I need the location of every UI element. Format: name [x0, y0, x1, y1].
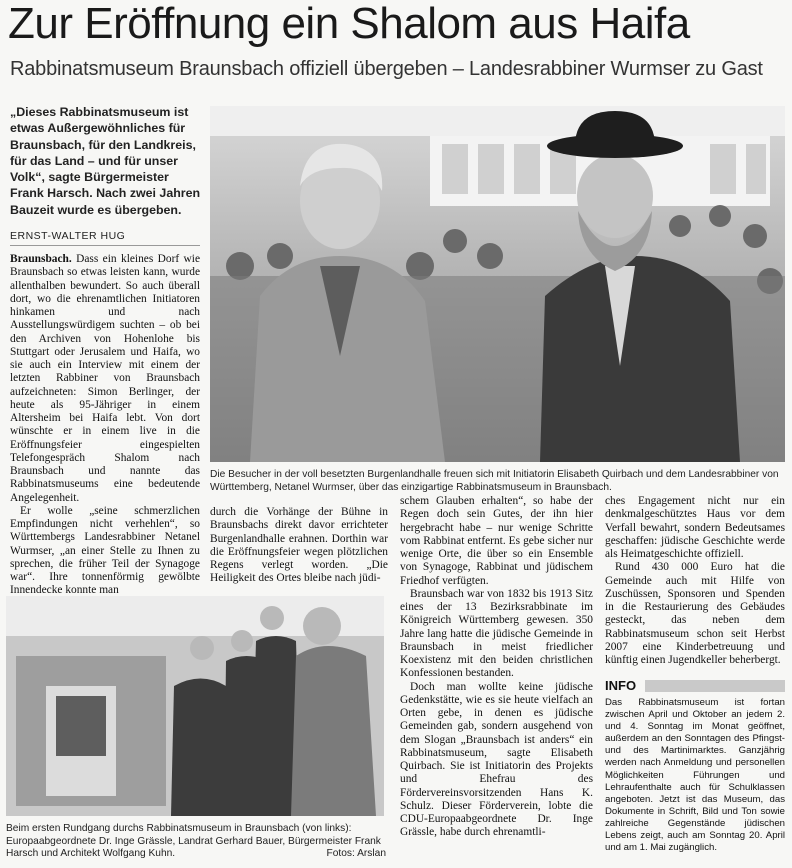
article-column-2 — [210, 506, 388, 586]
dateline: Braunsbach. — [10, 253, 72, 265]
second-photo-image — [6, 596, 384, 816]
paragraph-1: Dass ein kleines Dorf wie Braunsbach so etwas leisten kann, wurde allenthalben bewundert. So auch überall dort, wo die ehrenamtlichen Initiatoren hinkamen und nach Ausstellungswürdigem suchten – ob bei den Archiven von Hohenlohe bis Stuttgart oder Jerusalem und Haifa, wo sie auch ein Interview mit einem der letzten Rabbiner von Braunsbach aufzeichneten: Simon Berlinger, der heute als 95-Jähriger in einem Altersheim bei Haifa lebt. Von dort wünschte er in einem live in die Eröffnungsfeier eingespielten Telefongespräch Shalom nach Braunsbach und nannte das Rabbinatsmuseums eine bedeutende Angelegenheit. — [10, 253, 200, 504]
column-3-paragraph-2: Braunsbach war von 1832 bis 1913 Sitz eines der 13 Bezirksrabbinate im Königreich Württemberg gewesen. 350 Jahre lang hatte die jüdische Gemeinde in Braunsbach in meist friedlicher Koexistenz mit den beiden christlichen Konfessionen bestanden. — [400, 587, 593, 680]
byline-divider — [10, 245, 200, 246]
info-text: Das Rabbinatsmuseum ist fortan zwischen April und Oktober an jedem 2. und 4. Sonntag im Monat geöffnet, außerdem an den Sonntagen des Pfingst- und des Martinimarktes. Ganzjährig werden nach Anmeldung und personellen Möglichkeiten Führungen und Lehraufenthalte auch für Schulklassen angeboten. Jetzt ist das Museum, das Dokumente in Schrift, Bild und Ton sowie zahlreiche Gegenstände jüdischen Lebens zeigt, auch am Sonntag 20. April und am 1. Mai zugänglich. — [605, 697, 785, 854]
article-column-3 — [400, 495, 593, 840]
teaser: „Dieses Rabbinatsmuseum ist etwas Außergewöhnliches für Braunsbach, für den Landkreis, für das Land – und für unser Volk“, sagte Bürgermeister Frank Harsch. Nach zwei Jahren Bauzeit wurde es übergeben. — [10, 105, 201, 217]
info-heading-bar — [645, 680, 785, 692]
subheadline: Rabbinatsmuseum Braunsbach offiziell übergeben – Landesrabbiner Wurmser zu Gast — [10, 58, 763, 80]
main-photo-image — [210, 106, 785, 462]
second-photo-caption-text: Beim ersten Rundgang durchs Rabbinatsmuseum in Braunsbach (von links): Europaabgeordnete Dr. Inge Grässle, Landrat Gerhard Bauer, Bürgermeister Frank Harsch und Architekt Wolfgang Kuhn. — [6, 823, 381, 860]
article-column-4 — [605, 495, 785, 667]
main-photo-caption: Die Besucher in der voll besetzten Burgenlandhalle freuen sich mit Initiatorin Elisabeth Quirbach und dem Landesrabbiner von Württemberg, Netanel Wurmser, über das einzigartige Rabbinatsmuseum in Braunsbach. — [210, 469, 779, 493]
column-3-paragraph-1: schem Glauben erhalten“, so habe der Regen doch sein Gutes, der ihn hier hergebracht habe – nur wenige Schritte vom Rabbinat entfernt. Es gebe sicher nur wenige Orte, die über so ein Ensemble von Synagoge, Rabbinat und jüdischem Friedhof verfügten. — [400, 495, 593, 587]
column-4-paragraph-2: Rund 430 000 Euro hat die Gemeinde auch mit Hilfe von Zuschüssen, Sponsoren und Spenden in die Restaurierung des Gebäudes gesteckt, das neben dem Rabbinatsmuseum schon seit Herbst 2007 eine Kinderbetreuung und künftig einen Jugendkeller beherbergt. — [605, 561, 785, 666]
column-2-text: durch die Vorhänge der Bühne in Braunsbachs direkt davor errichteter Burgenlandhalle erahnen. Dorthin war die Eröffnungsfeier wegen plötzlichen Regens verlegt worden. „Die Heiligkeit des Ortes bleibe nach jüdi- — [210, 506, 388, 585]
second-photo — [6, 596, 384, 816]
column-4-paragraph-1: ches Engagement nicht nur ein denkmalgeschütztes Haus vor dem Verfall bewahrt, sondern Bedeutsames geschaffen: jüdische Geschichte werde als Heimatgeschichte offiziell. — [605, 495, 785, 560]
second-photo-caption — [6, 823, 386, 861]
paragraph-2: Er wolle „seine schmerzlichen Empfindungen nicht verhehlen“, so Württembergs Landesrabbiner Netanel Wurmser, „an einer Stelle zu Ihnen zu sprechen, die früher Teil der Synagoge war“. Ihre tonnenförmig gewölbte Innendecke konnte man — [10, 504, 200, 597]
headline: Zur Eröffnung ein Shalom aus Haifa — [8, 0, 690, 48]
author-byline: ERNST-WALTER HUG — [10, 230, 126, 242]
main-photo — [210, 106, 785, 462]
article-column-1 — [10, 253, 200, 598]
column-3-paragraph-3: Doch man wollte keine jüdische Gedenkstätte, wie es sie heute vielfach an Orten gebe, in denen es jüdische Gemeinden gab, sondern ausgehend von dem Slogan „Braunsbach ist anders“ ein Rabbinatsmuseum, sagte Elisabeth Quirbach. Sie ist Initiatorin des Projekts und Ehefrau des Fördervereinsvorsitzenden Hans K. Schulz. Dieser Förderverein, lobte die CDU-Europaabgeordnete Dr. Inge Grässle, habe durch ehrenamtli- — [400, 680, 593, 839]
photo-credit: Fotos: Arslan — [326, 848, 386, 860]
info-heading: INFO — [605, 678, 637, 693]
